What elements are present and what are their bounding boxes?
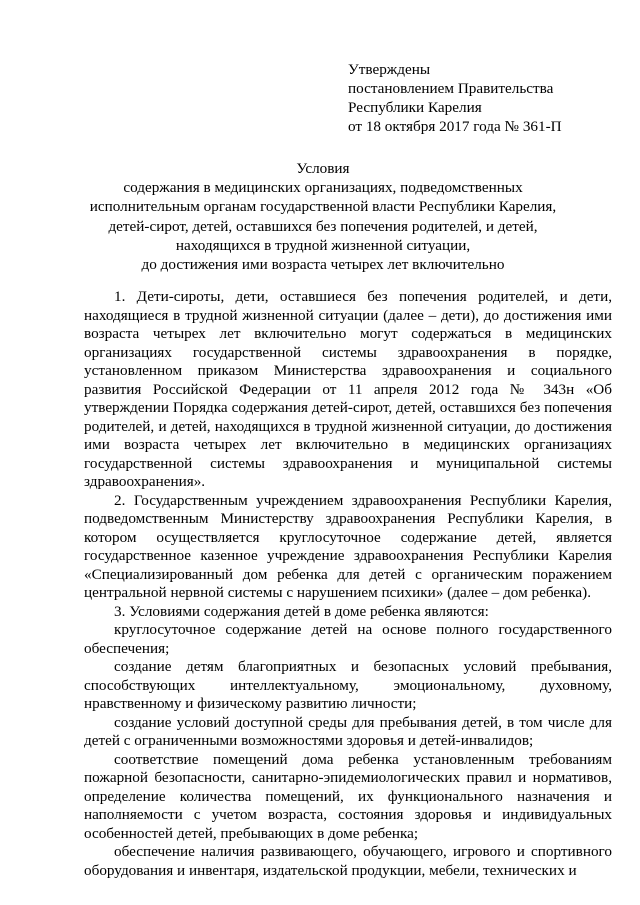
title-line: находящихся в трудной жизненной ситуации, bbox=[175, 236, 471, 254]
title-line: исполнительным органам государственной власти Республики Карелия, bbox=[89, 198, 557, 216]
list-item: обеспечение наличия развивающего, обучающего, игрового и спортивного оборудования и инвентаря, издательской продукции, мебели, технических и bbox=[84, 843, 612, 879]
title-line: содержания в медицинских организациях, подведомственных bbox=[123, 179, 523, 197]
paragraph-3: 3. Условиями содержания детей в доме ребенка являются: bbox=[114, 602, 489, 620]
approval-line: Утверждены bbox=[348, 61, 431, 78]
title-line: детей-сирот, детей, оставшихся без попечения родителей, и детей, bbox=[108, 217, 538, 235]
title-line: до достижения ими возраста четырех лет включительно bbox=[141, 255, 505, 273]
paragraph-2: 2. Государственным учреждением здравоохранения Республики Карелия, подведомственным Министерству здравоохранения Республики Карелия, в котором осуществляется круглосуточное содержание детей, является государственное казенное учреждение здравоохранения Республики Карелия «Специализированный дом ребенка для детей с органическим поражением центральной нервной системы с нарушением психики» (далее – дом ребенка). bbox=[84, 491, 612, 601]
document-title bbox=[80, 159, 566, 274]
title-heading: Условия bbox=[296, 160, 350, 177]
approval-line: Республики Карелия bbox=[348, 99, 482, 116]
list-item: создание условий доступной среды для пребывания детей, в том числе для детей с ограниченными возможностями здоровья и детей-инвалидов; bbox=[84, 713, 612, 749]
paragraph-1: 1. Дети-сироты, дети, оставшиеся без попечения родителей, и дети, находящиеся в трудной жизненной ситуации (далее – дети), до достижения ими возраста четырех лет включительно могут содержаться в медицинских организациях государственной системы здравоохранения в порядке, установленном приказом Министерства здравоохранения и социального развития Российской Федерации от 11 апреля 2012 года № 343н «Об утверждении Порядка содержания детей-сирот, детей, оставшихся без попечения родителей, и детей, находящихся в трудной жизненной ситуации, до достижения ими возраста четырех лет включительно в медицинских организациях государственной системы здравоохранения и муниципальной системы здравоохранения». bbox=[84, 288, 612, 490]
list-item: соответствие помещений дома ребенка установленным требованиям пожарной безопасности, санитарно-эпидемиологических правил и нормативов, определение количества помещений, их функционального назначения и наполняемости с учетом возраста, состояния здоровья и индивидуальных особенностей детей, пребывающих в доме ребенка; bbox=[84, 750, 612, 842]
approval-date-line: от 18 октября 2017 года № 361-П bbox=[348, 118, 562, 135]
approval-line: постановлением Правительства bbox=[348, 80, 554, 97]
approval-stamp bbox=[348, 60, 562, 136]
document-body bbox=[84, 288, 612, 880]
list-item: круглосуточное содержание детей на основе полного государственного обеспечения; bbox=[84, 621, 612, 657]
list-item: создание детям благоприятных и безопасных условий пребывания, способствующих интеллектуальному, эмоциональному, духовному, нравственному и физическому развитию личности; bbox=[84, 658, 612, 712]
